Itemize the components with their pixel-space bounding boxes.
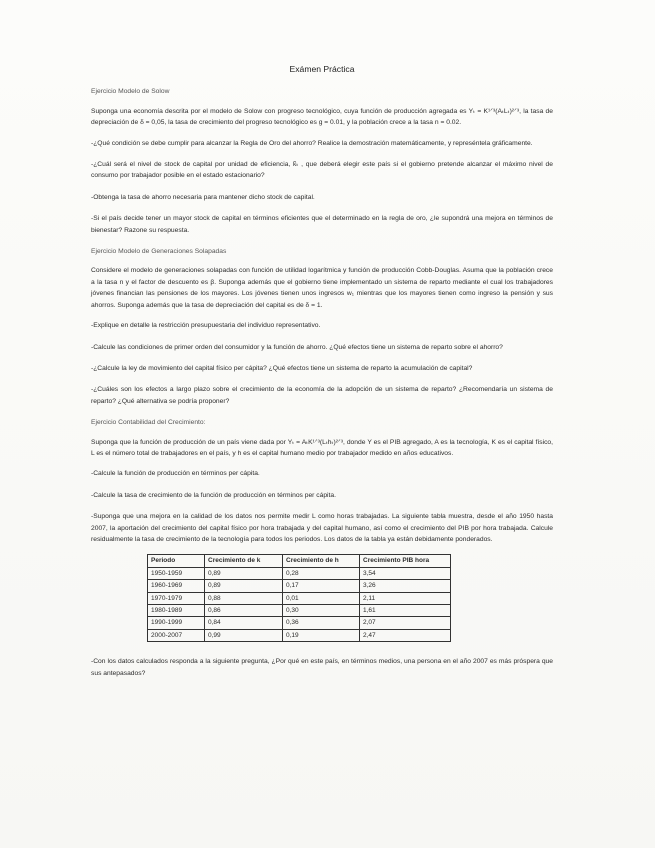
olg-question-4: -¿Cuáles son los efectos a largo plazo sobre el crecimiento de la economía de la adopción de un sistema de reparto? ¿Recomendaría un sistema de reparto? ¿Qué alternativa se podría proponer? [91, 386, 553, 405]
table-cell: 2,47 [360, 629, 451, 641]
column-header-period: Periodo [148, 555, 205, 567]
table-cell: 1,61 [360, 605, 451, 617]
table-cell: 0,99 [205, 629, 283, 641]
table-cell: 1960-1969 [148, 580, 205, 592]
table-cell: 0,86 [205, 605, 283, 617]
solow-question-1: -¿Qué condición se debe cumplir para alcanzar la Regla de Oro del ahorro? Realice la demostración matemáticamente, y represéntela gráficamente. [91, 139, 533, 147]
solow-question-3: -Obtenga la tasa de ahorro necesaria para mantener dicho stock de capital. [91, 193, 315, 201]
growth-data-table [147, 554, 451, 642]
table-cell: 2,11 [360, 592, 451, 604]
table-cell: 3,26 [360, 580, 451, 592]
growth-question-1: -Calcule la función de producción en términos per cápita. [91, 470, 260, 478]
table-cell: 2,07 [360, 617, 451, 629]
table-header-row [148, 555, 451, 567]
solow-intro: Suponga una economía descrita por el modelo de Solow con progreso tecnológico, cuya función de producción agregada es Yₜ = K¹ᐟ³(AₜLₜ)²ᐟ³, la tasa de depreciación de δ = 0,05, la tasa de crecimiento del progreso tecnológico es g = 0.01, y la población crece a la tasa n = 0.02. [91, 107, 553, 127]
olg-question-1: -Explique en detalle la restricción presupuestaria del individuo representativo. [91, 322, 321, 330]
table-row [148, 580, 451, 592]
table-cell: 0,89 [205, 580, 283, 592]
document-content [91, 64, 553, 688]
table-cell: 0,30 [283, 605, 360, 617]
solow-question-2: -¿Cuál será el nivel de stock de capital por unidad de eficiencia, k̂ₜ , que deberá elegir este país si el gobierno pretende alcanzar el máximo nivel de consumo por trabajador posible en el estado estacionario? [91, 161, 553, 180]
growth-intro: Suponga que la función de producción de un país viene dada por Yₜ = AₜK¹ᐟ³(Lₜhₜ)²ᐟ³, donde Y es el PIB agregado, A es la tecnología, K es el capital físico, L es el número total de trabajadores en el país, y h es el capital humano medio por trabajador medido en años educativos. [91, 438, 553, 457]
table-cell: 0,36 [283, 617, 360, 629]
table-cell: 0,01 [283, 592, 360, 604]
table-cell: 2000-2007 [148, 629, 205, 641]
section-heading-olg: Ejercicio Modelo de Generaciones Solapadas [91, 248, 227, 256]
table-cell: 1950-1959 [148, 567, 205, 579]
olg-intro: Considere el modelo de generaciones solapadas con función de utilidad logarítmica y función de producción Cobb-Douglas. Asuma que la población crece a la tasa n y el factor de descuento es β. Suponga además que el gobierno tiene implementado un sistema de reparto mediante el cual los trabajadores jóvenes financian las pensiones de los mayores. Los jóvenes tienen unos ingresos w₁ mientras que los mayores tienen como ingreso la pensión y sus ahorros. Suponga además que la tasa de depreciación del capital es de δ = 1. [91, 267, 553, 309]
table-cell: 1990-1999 [148, 617, 205, 629]
table-cell: 0,17 [283, 580, 360, 592]
table-row [148, 605, 451, 617]
growth-question-3: -Suponga que una mejora en la calidad de los datos nos permite medir L como horas trabajadas. La siguiente tabla muestra, desde el año 1950 hasta 2007, la aportación del crecimiento del capital físico por hora trabajada y del capital humano, así como el crecimiento del PIB por hora trabajada. Calcule residualmente la tasa de crecimiento de la tecnología para todos los periodos. Los datos de la tabla ya están debidamente ponderados. [91, 513, 553, 543]
table-cell: 0,84 [205, 617, 283, 629]
table-row [148, 567, 451, 579]
solow-question-4: -Si el país decide tener un mayor stock de capital en términos eficientes que el determinado en la regla de oro, ¿le supondrá una mejora en términos de bienestar? Razone su respuesta. [91, 215, 553, 234]
table-cell: 0,28 [283, 567, 360, 579]
section-heading-solow: Ejercicio Modelo de Solow [91, 88, 170, 96]
growth-question-4: -Con los datos calculados responda a la siguiente pregunta, ¿Por qué en este país, en términos medios, una persona en el año 2007 es más próspera que sus antepasados? [91, 658, 553, 677]
growth-question-2: -Calcule la tasa de crecimiento de la función de producción en términos per cápita. [91, 491, 336, 499]
table-cell: 0,88 [205, 592, 283, 604]
column-header-gdp-hour-growth: Crecimiento PIB hora [360, 555, 451, 567]
page-title: Exámen Práctica [289, 64, 355, 74]
column-header-h-growth: Crecimiento de h [283, 555, 360, 567]
table-cell: 1980-1989 [148, 605, 205, 617]
table-cell: 3,54 [360, 567, 451, 579]
column-header-k-growth: Crecimiento de k [205, 555, 283, 567]
table-cell: 0,19 [283, 629, 360, 641]
table-row [148, 629, 451, 641]
section-heading-growth-accounting: Ejercicio Contabilidad del Crecimiento: [91, 419, 206, 427]
table-row [148, 617, 451, 629]
olg-question-3: -¿Calcule la ley de movimiento del capital físico per cápita? ¿Qué efectos tiene un sistema de reparto la acumulación de capital? [91, 364, 473, 372]
table-row [148, 592, 451, 604]
table-cell: 1970-1979 [148, 592, 205, 604]
table-cell: 0,89 [205, 567, 283, 579]
olg-question-2: -Calcule las condiciones de primer orden del consumidor y la función de ahorro. ¿Qué efectos tiene un sistema de reparto sobre el ahorro? [91, 343, 503, 351]
